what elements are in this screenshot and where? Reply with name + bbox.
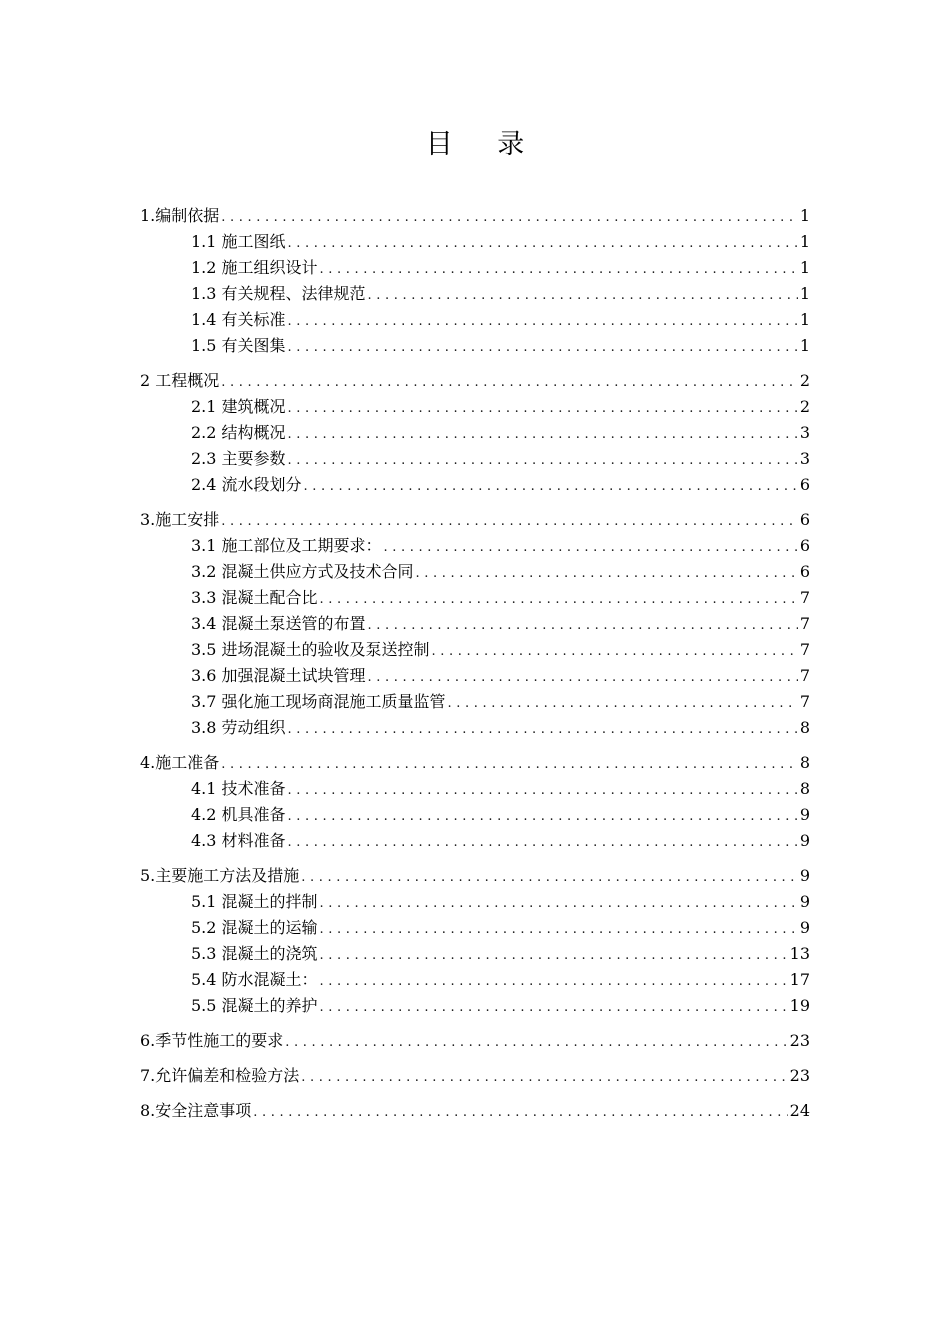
toc-dot-leader bbox=[221, 370, 798, 396]
toc-entry-title: 2.1 建筑概况 bbox=[191, 397, 286, 416]
toc-entry-title: 6.季节性施工的要求 bbox=[140, 1031, 284, 1050]
toc-entry-title: 4.1 技术准备 bbox=[191, 779, 286, 798]
toc-page-number: 9 bbox=[799, 805, 810, 824]
toc-entry-section[interactable] bbox=[140, 611, 810, 637]
toc-entry-section[interactable] bbox=[140, 559, 810, 585]
toc-entry-title: 3.1 施工部位及工期要求： bbox=[191, 536, 382, 555]
toc-page-number: 9 bbox=[799, 831, 810, 850]
toc-page-number: 8 bbox=[799, 779, 810, 798]
toc-entry-chapter[interactable] bbox=[140, 863, 810, 889]
toc-page-number: 24 bbox=[789, 1101, 810, 1120]
toc-entry-chapter[interactable] bbox=[140, 507, 810, 533]
toc-entry-title: 3.6 加强混凝土试块管理 bbox=[191, 666, 366, 685]
toc-dot-leader bbox=[448, 691, 798, 717]
toc-entry-section[interactable] bbox=[140, 255, 810, 281]
toc-entry-section[interactable] bbox=[140, 533, 810, 559]
toc-entry-section[interactable] bbox=[140, 941, 810, 967]
toc-entry-section[interactable] bbox=[140, 828, 810, 854]
toc-entry-title: 2.4 流水段划分 bbox=[191, 475, 302, 494]
toc-entry-chapter[interactable] bbox=[140, 1063, 810, 1089]
toc-entry-title: 8.安全注意事项 bbox=[140, 1101, 252, 1120]
toc-entry-chapter[interactable] bbox=[140, 203, 810, 229]
toc-dot-leader bbox=[288, 448, 798, 474]
toc-entry-title: 1.3 有关规程、法律规范 bbox=[191, 284, 366, 303]
toc-entry-title: 3.3 混凝土配合比 bbox=[191, 588, 318, 607]
toc-dot-leader bbox=[288, 422, 798, 448]
toc-dot-leader bbox=[301, 1065, 787, 1091]
toc-entry-title: 2.3 主要参数 bbox=[191, 449, 286, 468]
toc-dot-leader bbox=[288, 309, 798, 335]
toc-entry-title: 1.2 施工组织设计 bbox=[191, 258, 318, 277]
toc-entry-title: 3.2 混凝土供应方式及技术合同 bbox=[191, 562, 414, 581]
toc-entry-title: 3.7 强化施工现场商混施工质量监管 bbox=[191, 692, 446, 711]
toc-entry-title: 3.8 劳动组织 bbox=[191, 718, 286, 737]
toc-entry-title: 3.5 进场混凝土的验收及泵送控制 bbox=[191, 640, 430, 659]
toc-entry-chapter[interactable] bbox=[140, 1098, 810, 1124]
toc-page-number: 7 bbox=[799, 588, 810, 607]
toc-entry-title: 5.4 防水混凝土： bbox=[191, 970, 318, 989]
toc-page-number: 1 bbox=[799, 232, 810, 251]
toc-dot-leader bbox=[288, 778, 798, 804]
toc-dot-leader bbox=[384, 535, 798, 561]
toc-entry-section[interactable] bbox=[140, 689, 810, 715]
toc-entry-title: 5.3 混凝土的浇筑 bbox=[191, 944, 318, 963]
toc-dot-leader bbox=[432, 639, 798, 665]
toc-page-number: 17 bbox=[789, 970, 810, 989]
toc-entry-title: 3.施工安排 bbox=[140, 510, 220, 529]
toc-entry-title: 5.2 混凝土的运输 bbox=[191, 918, 318, 937]
toc-dot-leader bbox=[320, 995, 788, 1021]
toc-page-number: 1 bbox=[799, 206, 810, 225]
toc-entry-chapter[interactable] bbox=[140, 1028, 810, 1054]
toc-entry-title: 2 工程概况 bbox=[140, 371, 220, 390]
toc-page-number: 3 bbox=[799, 449, 810, 468]
toc-page-number: 6 bbox=[799, 475, 810, 494]
toc-dot-leader bbox=[253, 1100, 787, 1126]
toc-dot-leader bbox=[368, 613, 798, 639]
toc-dot-leader bbox=[320, 943, 788, 969]
toc-page-number: 7 bbox=[799, 614, 810, 633]
toc-entry-title: 2.2 结构概况 bbox=[191, 423, 286, 442]
toc-entry-section[interactable] bbox=[140, 333, 810, 359]
toc-page-number: 9 bbox=[799, 918, 810, 937]
toc-entry-section[interactable] bbox=[140, 281, 810, 307]
toc-entry-section[interactable] bbox=[140, 420, 810, 446]
toc-page-number: 3 bbox=[799, 423, 810, 442]
toc-page-number: 8 bbox=[799, 753, 810, 772]
toc-page-number: 1 bbox=[799, 284, 810, 303]
toc-entry-section[interactable] bbox=[140, 307, 810, 333]
toc-page-number: 1 bbox=[799, 336, 810, 355]
toc-page-number: 19 bbox=[789, 996, 810, 1015]
toc-entry-title: 7.允许偏差和检验方法 bbox=[140, 1066, 300, 1085]
toc-dot-leader bbox=[320, 917, 798, 943]
toc-dot-leader bbox=[304, 474, 798, 500]
toc-entry-title: 4.2 机具准备 bbox=[191, 805, 286, 824]
toc-dot-leader bbox=[320, 587, 798, 613]
toc-entry-section[interactable] bbox=[140, 915, 810, 941]
toc-page-number: 7 bbox=[799, 692, 810, 711]
toc-page-number: 23 bbox=[789, 1031, 810, 1050]
toc-entry-title: 1.5 有关图集 bbox=[191, 336, 286, 355]
toc-page-number: 23 bbox=[789, 1066, 810, 1085]
toc-page-number: 7 bbox=[799, 666, 810, 685]
toc-entry-chapter[interactable] bbox=[140, 368, 810, 394]
toc-dot-leader bbox=[416, 561, 798, 587]
toc-page-number: 8 bbox=[799, 718, 810, 737]
toc-entry-title: 1.1 施工图纸 bbox=[191, 232, 286, 251]
toc-entry-title: 5.5 混凝土的养护 bbox=[191, 996, 318, 1015]
toc-page-number: 7 bbox=[799, 640, 810, 659]
toc-entry-title: 1.编制依据 bbox=[140, 206, 220, 225]
toc-entry-title: 1.4 有关标准 bbox=[191, 310, 286, 329]
toc-dot-leader bbox=[221, 752, 798, 778]
toc-page-number: 6 bbox=[799, 510, 810, 529]
toc-dot-leader bbox=[288, 804, 798, 830]
toc-dot-leader bbox=[368, 665, 798, 691]
toc-entry-section[interactable] bbox=[140, 585, 810, 611]
toc-dot-leader bbox=[288, 335, 798, 361]
toc-entry-section[interactable] bbox=[140, 715, 810, 741]
toc-entry-section[interactable] bbox=[140, 967, 810, 993]
toc-entry-section[interactable] bbox=[140, 889, 810, 915]
toc-dot-leader bbox=[221, 205, 798, 231]
toc-entry-chapter[interactable] bbox=[140, 750, 810, 776]
toc-entry-section[interactable] bbox=[140, 663, 810, 689]
toc-entry-section[interactable] bbox=[140, 229, 810, 255]
toc-dot-leader bbox=[320, 969, 788, 995]
toc-page-number: 1 bbox=[799, 310, 810, 329]
toc-entry-title: 3.4 混凝土泵送管的布置 bbox=[191, 614, 366, 633]
toc-dot-leader bbox=[288, 717, 798, 743]
toc-dot-leader bbox=[285, 1030, 787, 1056]
toc-title: 目 录 bbox=[425, 129, 543, 160]
toc-entry-title: 5.主要施工方法及措施 bbox=[140, 866, 300, 885]
toc-page-number: 9 bbox=[799, 866, 810, 885]
toc-dot-leader bbox=[368, 283, 798, 309]
toc-dot-leader bbox=[221, 509, 798, 535]
toc-page-number: 13 bbox=[789, 944, 810, 963]
toc-entry-section[interactable] bbox=[140, 802, 810, 828]
toc-dot-leader bbox=[320, 257, 798, 283]
toc-dot-leader bbox=[320, 891, 798, 917]
toc-entry-title: 4.施工准备 bbox=[140, 753, 220, 772]
toc-page-number: 9 bbox=[799, 892, 810, 911]
toc-entry-title: 4.3 材料准备 bbox=[191, 831, 286, 850]
toc-entry-title: 5.1 混凝土的拌制 bbox=[191, 892, 318, 911]
toc-page-number: 6 bbox=[799, 562, 810, 581]
toc-entry-section[interactable] bbox=[140, 993, 810, 1019]
table-of-contents bbox=[140, 203, 810, 1124]
toc-entry-section[interactable] bbox=[140, 472, 810, 498]
toc-page-number: 2 bbox=[799, 397, 810, 416]
toc-page-number: 2 bbox=[799, 371, 810, 390]
toc-dot-leader bbox=[288, 231, 798, 257]
toc-dot-leader bbox=[288, 830, 798, 856]
toc-dot-leader bbox=[301, 865, 798, 891]
toc-entry-section[interactable] bbox=[140, 446, 810, 472]
toc-entry-section[interactable] bbox=[140, 637, 810, 663]
toc-page-number: 6 bbox=[799, 536, 810, 555]
toc-dot-leader bbox=[288, 396, 798, 422]
toc-entry-section[interactable] bbox=[140, 776, 810, 802]
toc-page-number: 1 bbox=[799, 258, 810, 277]
toc-entry-section[interactable] bbox=[140, 394, 810, 420]
